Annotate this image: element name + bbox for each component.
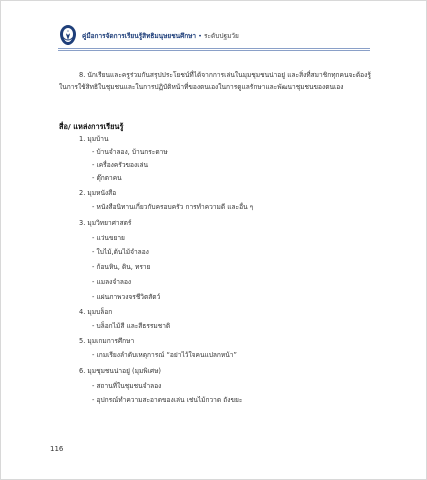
list-item: - ก้อนหิน, ดิน, ทราย xyxy=(92,263,151,271)
summary-paragraph-text: 8. นักเรียนและครูร่วมกันสรุปประโยชน์ที่ได้จากการเล่นในมุมชุมชนน่าอยู่ และสิ่งที่สมาชิกทุกคนจะต้องรู้ในการใช้สิทธิในชุมชนและในการปฏิบัติหน้าที่ของตนเองในการดูแลรักษาและพัฒนาชุมชนของตนเอง xyxy=(59,71,371,92)
corner-label: มุมชุมชนน่าอยู่ (มุมพิเศษ) xyxy=(87,367,162,375)
corner-label: มุมบล็อก xyxy=(87,308,113,316)
list-item-text: ก้อนหิน, ดิน, ทราย xyxy=(96,263,151,271)
corner-number: 3. xyxy=(79,219,86,227)
corner-number: 4. xyxy=(79,308,86,316)
list-item: - หนังสือนิทานเกี่ยวกับครอบครัว การทำความดี และอื่น ๆ xyxy=(92,203,254,211)
list-item-text: แมลงจำลอง xyxy=(96,278,132,286)
list-item-text: ใบไม้,ต้นไม้จำลอง xyxy=(96,248,149,256)
corner-item xyxy=(79,187,116,198)
corner-item xyxy=(79,306,112,317)
corner-number: 1. xyxy=(79,135,86,143)
corner-number: 6. xyxy=(79,367,86,375)
list-item-text: เครื่องครัวของเล่น xyxy=(96,161,149,169)
emblem-logo-icon xyxy=(58,24,78,46)
header-separator: • xyxy=(196,32,205,40)
header-level: ระดับปฐมวัย xyxy=(204,32,239,40)
list-item: - บ้านจำลอง, บ้านกระดาษ xyxy=(92,148,168,156)
list-item-text: แผ่นภาพวงจรชีวิตสัตว์ xyxy=(96,293,161,301)
list-item: - สถานที่ในชุมชนจำลอง xyxy=(92,382,162,390)
list-item: - อุปกรณ์ทำความสะอาดของเล่น เช่นไม้กวาด ถังขยะ xyxy=(92,396,243,404)
list-item-text: บ้านจำลอง, บ้านกระดาษ xyxy=(96,148,168,156)
corner-item xyxy=(79,133,109,144)
header-book-title: คู่มือการจัดการเรียนรู้สิทธิมนุษยชนศึกษา xyxy=(82,32,197,40)
page-number: 116 xyxy=(50,445,64,453)
corner-item xyxy=(79,217,131,228)
list-item: - บล็อกไม้สี และสีธรรมชาติ xyxy=(92,322,171,330)
corner-label: มุมหนังสือ xyxy=(87,189,117,197)
list-item-text: ตุ๊กตาคน xyxy=(96,174,122,182)
list-item-text: หนังสือนิทานเกี่ยวกับครอบครัว การทำความดี และอื่น ๆ xyxy=(96,203,254,211)
corner-label: มุมบ้าน xyxy=(87,135,109,143)
list-item-text: อุปกรณ์ทำความสะอาดของเล่น เช่นไม้กวาด ถังขยะ xyxy=(96,396,243,404)
corner-label: มุมวิทยาศาสตร์ xyxy=(87,219,132,227)
list-item: - ตุ๊กตาคน xyxy=(92,174,122,182)
section-title: สื่อ/ แหล่งการเรียนรู้ xyxy=(59,122,124,131)
list-item-text: สถานที่ในชุมชนจำลอง xyxy=(96,382,162,390)
corner-item xyxy=(79,335,134,346)
list-item: - แว่นขยาย xyxy=(92,234,125,242)
list-item: - แผ่นภาพวงจรชีวิตสัตว์ xyxy=(92,293,161,301)
list-item: - เกมเรียงลำดับเหตุการณ์ “อย่าไว้ใจคนแปลกหน้า” xyxy=(92,351,237,359)
list-item: - ใบไม้,ต้นไม้จำลอง xyxy=(92,248,149,256)
corner-number: 5. xyxy=(79,337,86,345)
corner-item xyxy=(79,365,161,376)
list-item: - เครื่องครัวของเล่น xyxy=(92,161,149,169)
header-title xyxy=(82,31,239,41)
list-item-text: บล็อกไม้สี และสีธรรมชาติ xyxy=(96,322,171,330)
header-rule xyxy=(58,48,370,49)
list-item-text: แว่นขยาย xyxy=(96,234,125,242)
header-rule-secondary xyxy=(58,50,370,51)
summary-paragraph xyxy=(59,69,371,93)
corner-label: มุมเกมการศึกษา xyxy=(87,337,135,345)
list-item: - แมลงจำลอง xyxy=(92,278,132,286)
list-item-text: เกมเรียงลำดับเหตุการณ์ “อย่าไว้ใจคนแปลกหน้า” xyxy=(96,351,237,359)
corner-number: 2. xyxy=(79,189,86,197)
